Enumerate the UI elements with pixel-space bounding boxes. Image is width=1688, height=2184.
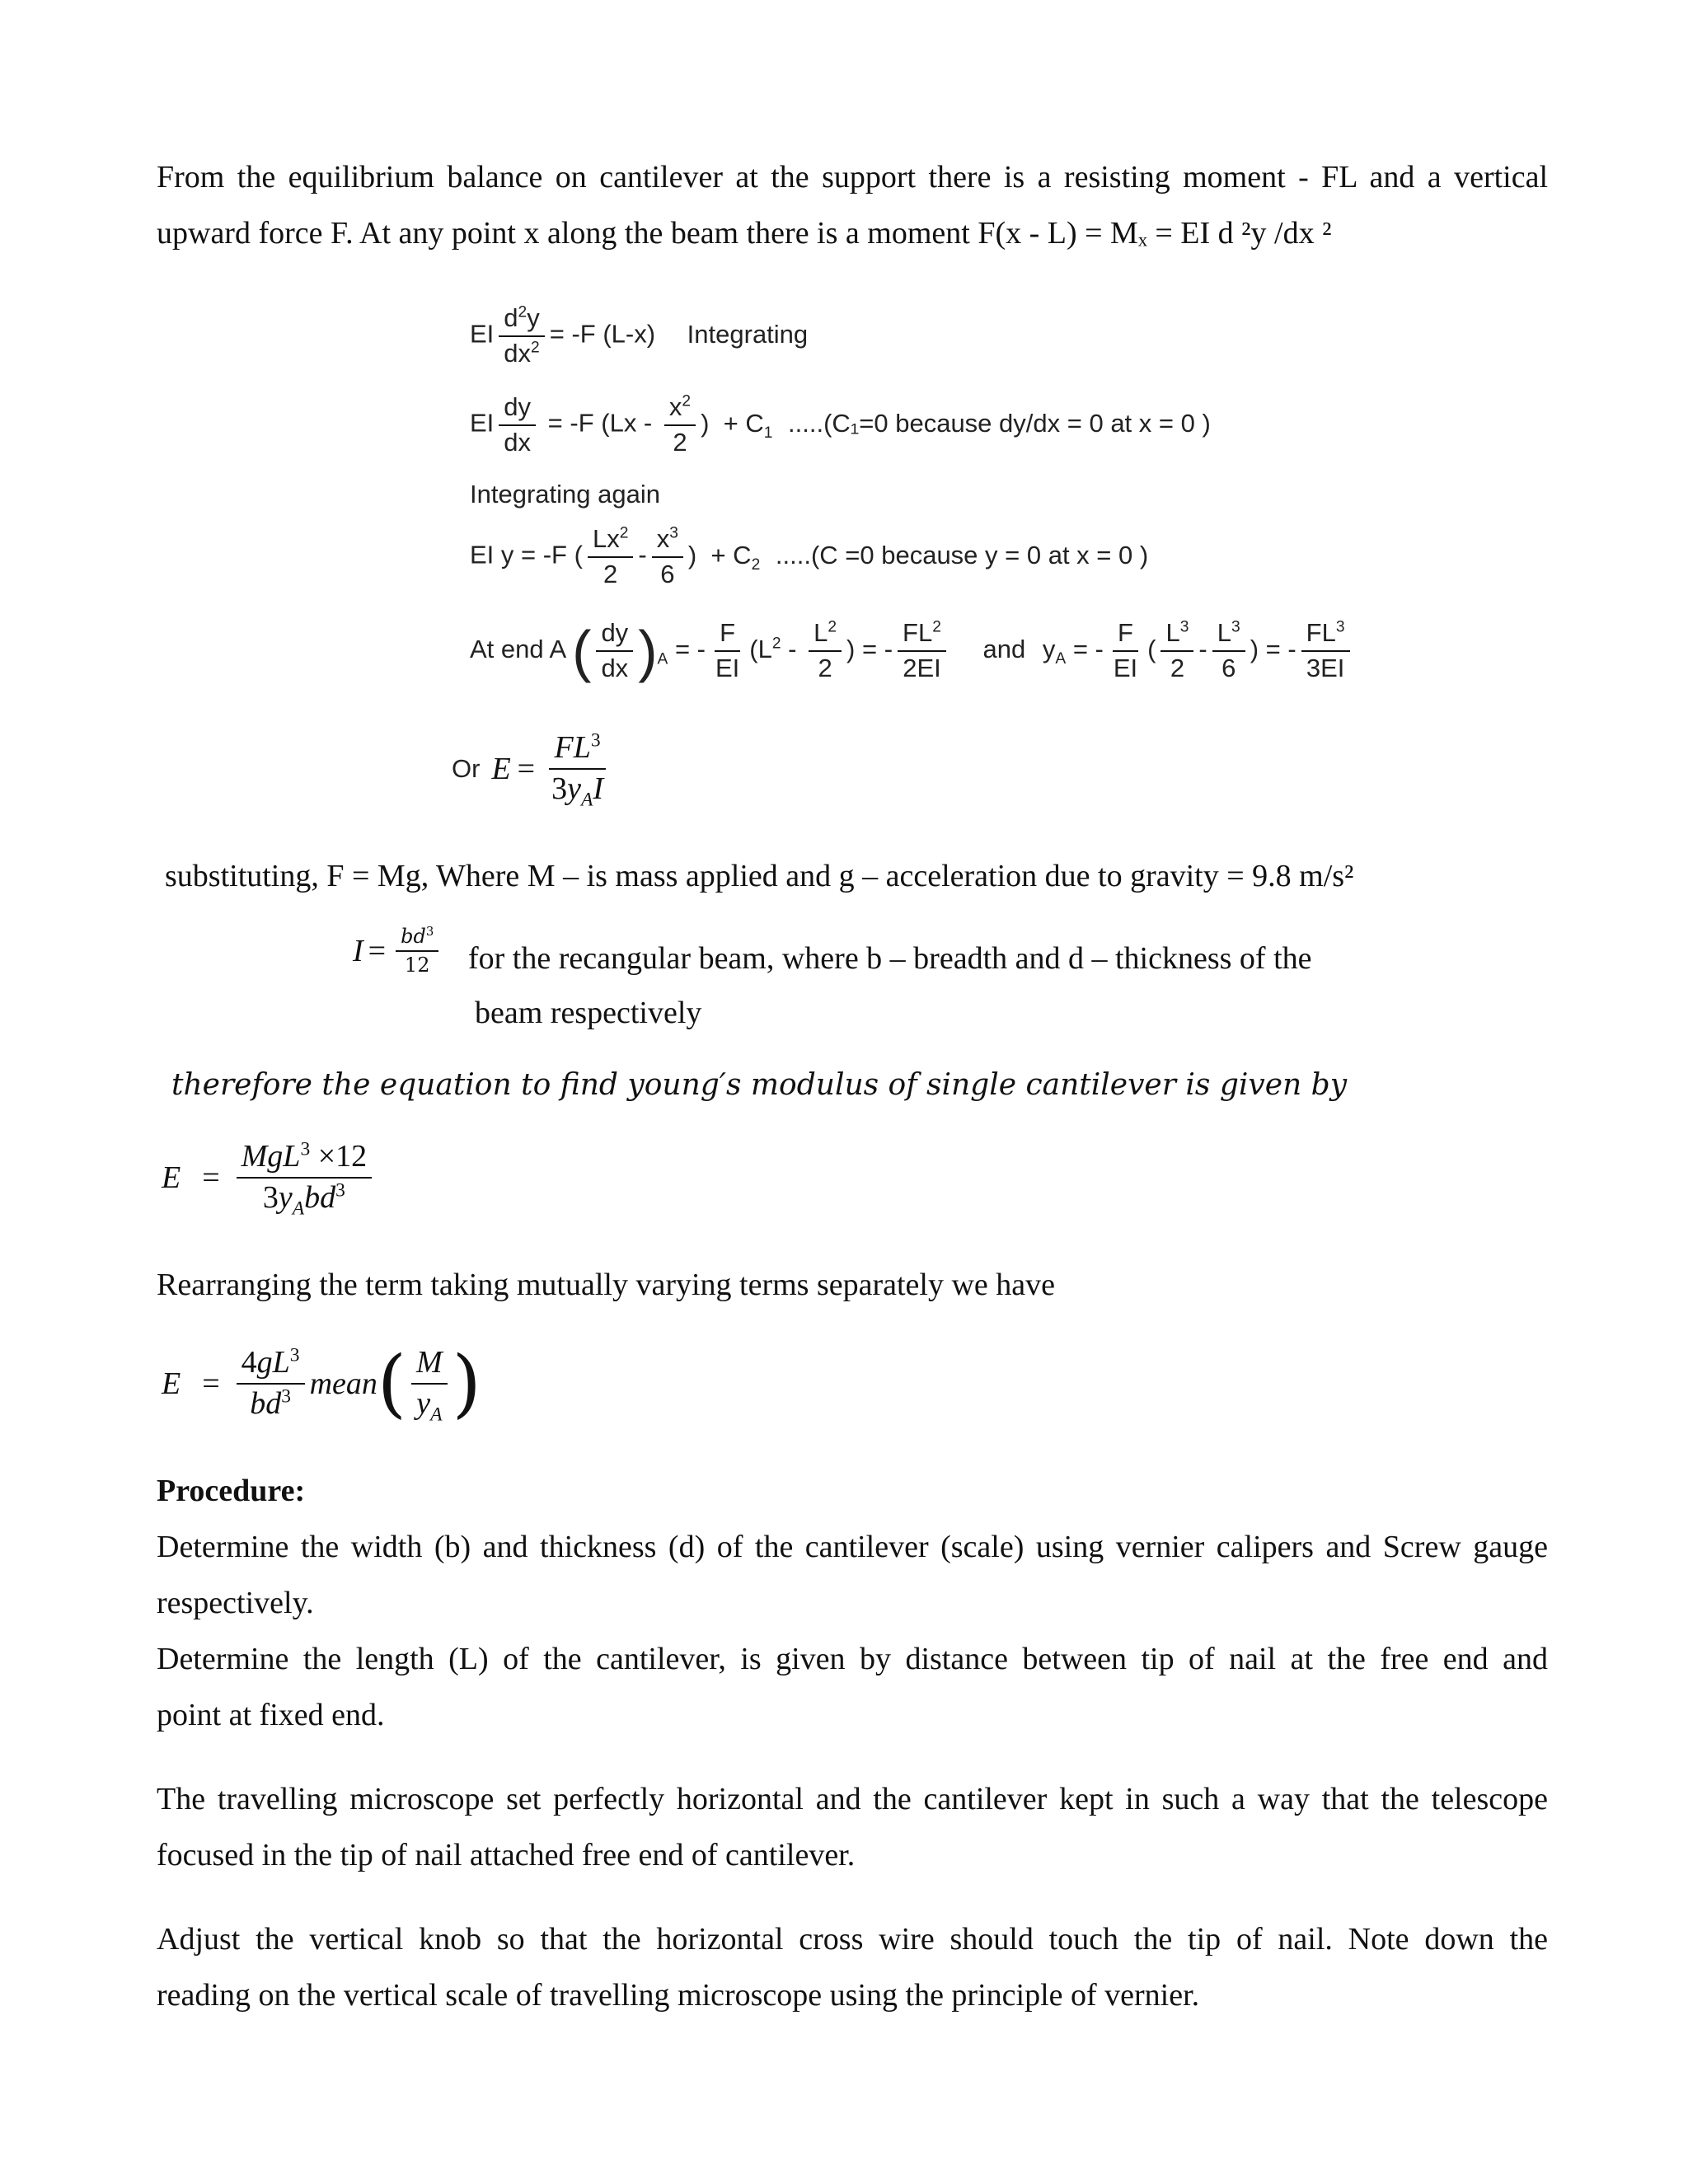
i-description-line-1: for the recangular beam, where b – breadth and d – thickness of the	[468, 941, 1312, 976]
equation-e-full: E = $\frac{MgL^3 \times 12}{3y_Abd^3}$	[162, 1141, 377, 1215]
equation-3-lhs: EI y = -F	[470, 540, 567, 569]
substitution-line: substituting, F = Mg, Where M – is mass applied and g – acceleration due to gravity = 9.8 m/s²	[165, 859, 1354, 893]
procedure-p3-line-2: focused in the tip of nail attached free end of cantilever.	[157, 1838, 856, 1872]
i-description-line-2: beam respectively	[475, 996, 702, 1030]
procedure-p4-line-1: Adjust the vertical knob so that the horizontal cross wire should touch the tip of nail. Note down the	[157, 1922, 1548, 1957]
intro-line-1: From the equilibrium balance on cantilever at the support there is a resisting moment - FL and a vertical	[157, 160, 1548, 194]
procedure-p2-line-1: Determine the length (L) of the cantilever, is given by distance between tip of nail at the free end and	[157, 1642, 1548, 1676]
procedure-p2-line-2: point at fixed end.	[157, 1698, 385, 1732]
equation-1: EI $\frac{d^2y}{dx^2}$ = -F (L-x) Integrating	[470, 303, 809, 368]
equation-3-note: .....(C =0 because y = 0 at x = 0 )	[775, 540, 1149, 569]
equation-2: EI $\frac{dy}{dx}$ = -F (Lx - $\frac{x^2}{2}$ ) + $C_1$ .....(C₁=0 because dy/dx = 0 at x = 0 )	[470, 392, 1211, 457]
procedure-p1-line-2: respectively.	[157, 1586, 314, 1620]
procedure-p4-line-2: reading on the vertical scale of travelling microscope using the principle of vernier.	[157, 1978, 1200, 2013]
or-label: Or	[452, 753, 481, 783]
procedure-p1-line-1: Determine the width (b) and thickness (d) of the cantilever (scale) using vernier calipers and Screw gauge	[157, 1530, 1548, 1564]
intro-line-2: upward force F. At any point x along the beam there is a moment F(x - L) = Mₓ = EI d ²y /dx ²	[157, 216, 1332, 251]
equation-1-rhs: = -F (L-x)	[549, 319, 656, 349]
procedure-heading: Procedure:	[157, 1474, 306, 1508]
integrating-again-label: Integrating again	[470, 480, 660, 509]
equation-statement: therefore the equation to find young′s modulus of single cantilever is given by	[171, 1068, 1348, 1102]
equation-or-e: Or E = $\frac{FL^3}{3y_AI}$	[452, 732, 613, 806]
equation-i: I = $\frac{bd^3}{12}$	[353, 926, 443, 976]
equation-1-note: Integrating	[687, 319, 809, 349]
rearranging-line: Rearranging the term taking mutually varying terms separately we have	[157, 1268, 1056, 1302]
equation-3: EI y = -F ( $\frac{Lx^2}{2}$ - $\frac{x^3}{6}$ ) + $C_2$ .....(C =0 because y = 0 at x = 0 )	[470, 524, 1149, 588]
mean-label: mean	[309, 1366, 377, 1401]
and-label: and	[982, 635, 1026, 664]
procedure-p3-line-1: The travelling microscope set perfectly horizontal and the cantilever kept in such a way that the telescope	[157, 1782, 1548, 1816]
equation-e-mean: E = $\frac{4gL^3}{bd^3}$ mean ( $\frac{M}{y_A}$ )	[162, 1340, 481, 1427]
equation-end-a: At end A ( $\frac{dy}{dx}$ )$_A$ = - $\frac{F}{EI}$ ($L^2$ - $\frac{L^2}{2}$ ) = - $\frac{FL^2}{2EI}$ and $y_A$ = - $\frac{F}{EI}$ ( $\frac{L^3}{2}$ - $\frac{L^3}{6}$ ) = - $\frac{FL^3}{3EI}$	[470, 618, 1355, 684]
equation-2-note: .....(C₁=0 because dy/dx = 0 at x = 0 )	[788, 408, 1211, 438]
end-a-label: At end A	[470, 635, 565, 664]
